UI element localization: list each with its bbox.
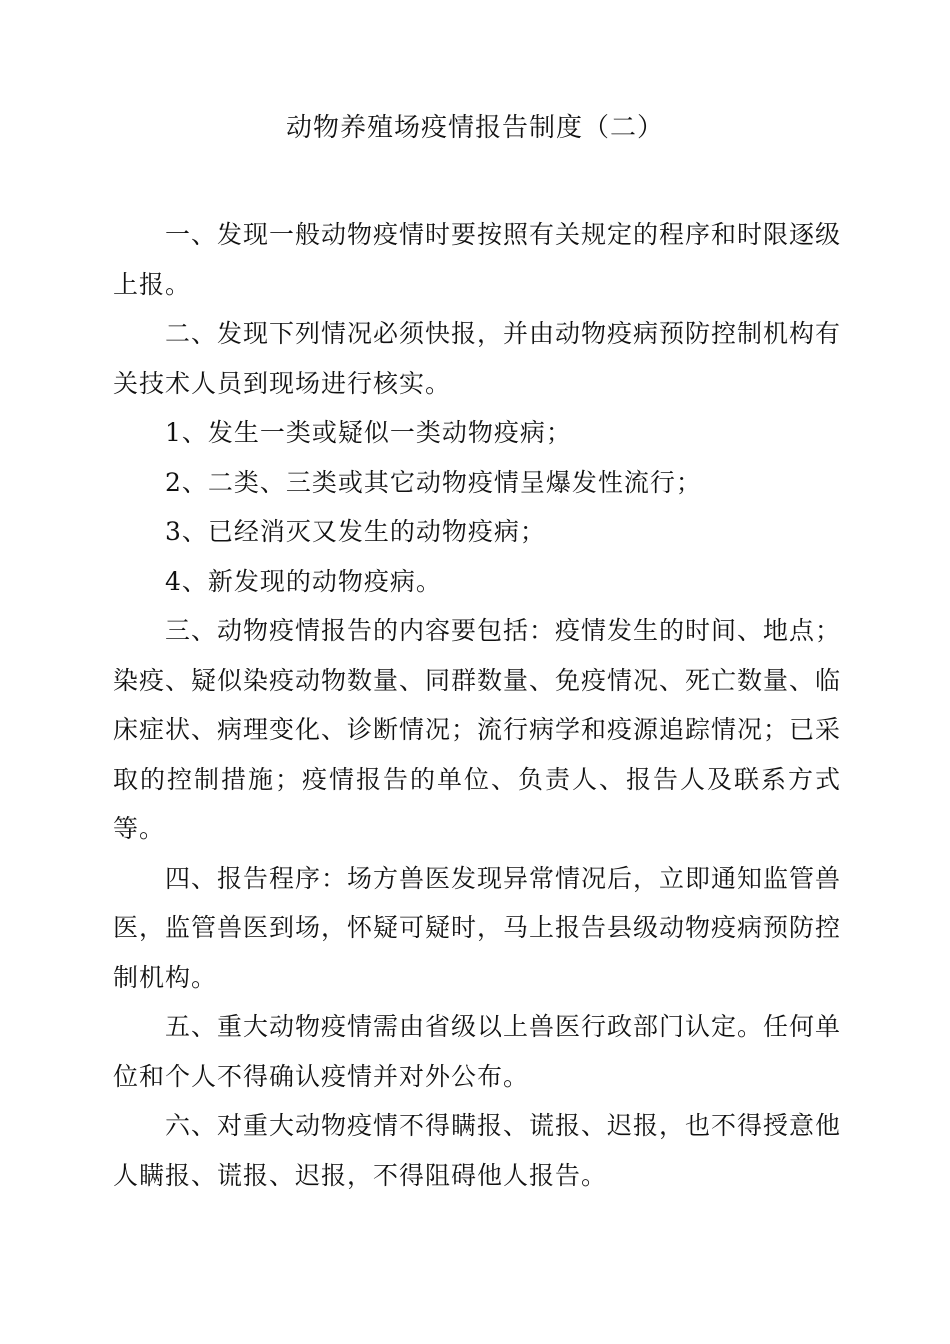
list-item-4: 4、新发现的动物疫病。 <box>165 566 442 596</box>
paragraph-1: 一、发现一般动物疫情时要按照有关规定的程序和时限逐级上报。 <box>113 220 842 299</box>
paragraph-4: 四、报告程序：场方兽医发现异常情况后，立即通知监管兽医，监管兽医到场，怀疑可疑时，马上报告县级动物疫病预防控制机构。 <box>113 863 842 992</box>
paragraph-2: 二、发现下列情况必须快报，并由动物疫病预防控制机构有关技术人员到现场进行核实。 <box>113 319 842 398</box>
paragraph-6: 六、对重大动物疫情不得瞒报、谎报、迟报，也不得授意他人瞒报、谎报、迟报，不得阻碍他人报告。 <box>113 1111 842 1190</box>
document-body <box>113 210 841 1200</box>
paragraph-5: 五、重大动物疫情需由省级以上兽医行政部门认定。任何单位和个人不得确认疫情并对外公布。 <box>113 1012 842 1091</box>
list-item-2: 2、二类、三类或其它动物疫情呈爆发性流行； <box>165 467 702 497</box>
document-title: 动物养殖场疫情报告制度（二） <box>285 113 664 143</box>
list-item-3: 3、已经消灭又发生的动物疫病； <box>165 517 546 546</box>
paragraph-3: 三、动物疫情报告的内容要包括：疫情发生的时间、地点；染疫、疑似染疫动物数量、同群数量、免疫情况、死亡数量、临床症状、病理变化、诊断情况；流行病学和疫源追踪情况；已采取的控制措施；疫情报告的单位、负责人、报告人及联系方式等。 <box>113 616 842 843</box>
list-item-1: 1、发生一类或疑似一类动物疫病； <box>165 418 572 447</box>
